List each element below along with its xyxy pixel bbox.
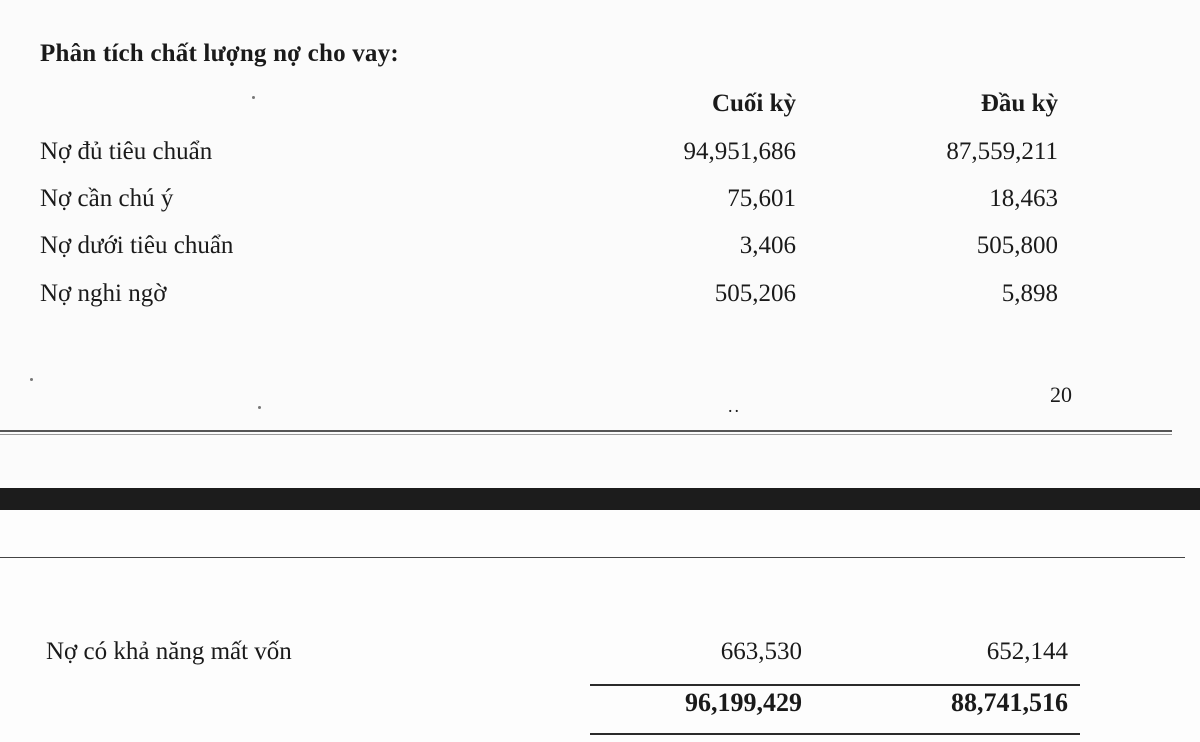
row-value-end: 3,406 — [739, 232, 796, 259]
row-value-begin: 505,800 — [976, 232, 1058, 259]
page-header-rule — [0, 557, 1185, 558]
row-value-begin: 652,144 — [986, 638, 1068, 665]
row-value-end: 94,951,686 — [683, 138, 796, 165]
column-header-end-period: Cuối kỳ — [711, 90, 796, 117]
section-title: Phân tích chất lượng nợ cho vay: — [40, 40, 399, 67]
total-bottom-rule — [590, 733, 1080, 735]
row-value-begin: 87,559,211 — [946, 138, 1058, 165]
column-header-begin-period: Đầu kỳ — [980, 90, 1058, 117]
table-row — [0, 280, 1200, 316]
total-value-end: 96,199,429 — [685, 688, 802, 717]
row-label: Nợ có khả năng mất vốn — [46, 638, 292, 665]
scan-speck — [252, 96, 255, 99]
row-label: Nợ cần chú ý — [40, 185, 174, 212]
row-value-end: 663,530 — [720, 638, 802, 665]
row-label: Nợ nghi ngờ — [40, 280, 167, 307]
scan-speck — [258, 406, 261, 409]
table-row — [0, 638, 1200, 674]
page-separator-band — [0, 488, 1200, 510]
page-number: 20 — [1050, 382, 1072, 407]
row-label: Nợ đủ tiêu chuẩn — [40, 138, 213, 165]
table-row — [0, 232, 1200, 268]
page-rule — [0, 430, 1172, 432]
table-row — [0, 138, 1200, 174]
table-row — [0, 185, 1200, 221]
row-label: Nợ dưới tiêu chuẩn — [40, 232, 234, 259]
row-value-end: 505,206 — [714, 280, 796, 307]
page-rule-thin — [0, 434, 1172, 435]
total-row — [0, 688, 1200, 724]
row-value-begin: 5,898 — [1001, 280, 1058, 307]
row-value-begin: 18,463 — [989, 185, 1058, 212]
total-value-begin: 88,741,516 — [951, 688, 1068, 717]
scan-dots: .. — [728, 396, 741, 416]
scan-speck — [30, 378, 33, 381]
row-value-end: 75,601 — [727, 185, 796, 212]
total-top-rule — [590, 684, 1080, 686]
